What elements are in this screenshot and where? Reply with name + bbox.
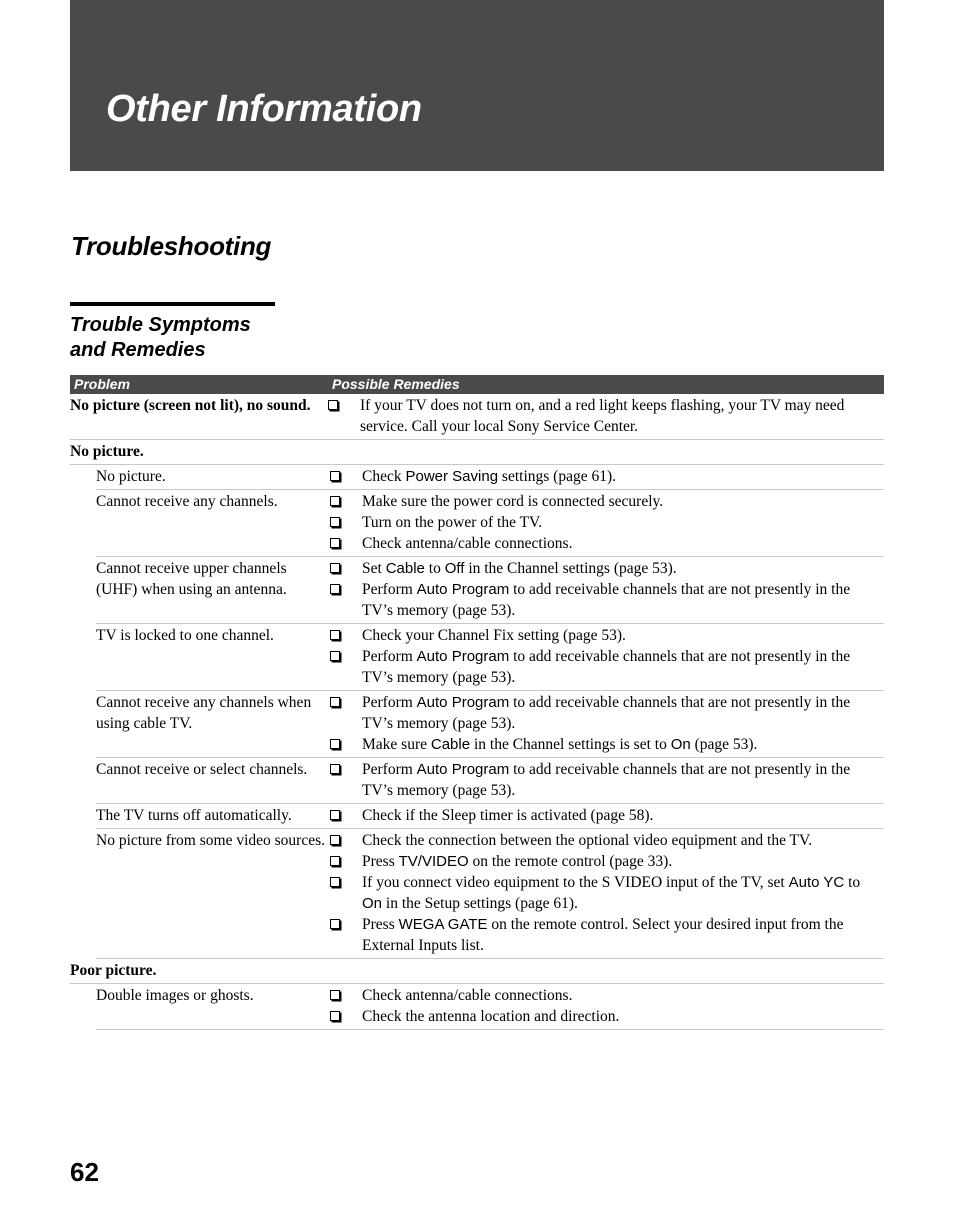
problem-group: No picture (screen not lit), no sound. [70, 397, 311, 414]
remedy-item [330, 692, 884, 734]
checkbox-icon [330, 697, 340, 707]
remedy-text-part: Make sure the power cord is connected securely. [362, 493, 664, 510]
remedy-text-part: settings (page 61). [498, 468, 616, 485]
remedies-cell [330, 830, 884, 956]
remedy-item [330, 805, 884, 826]
checkbox-icon [330, 517, 340, 527]
remedies-cell [330, 759, 884, 801]
remedies-cell [330, 985, 884, 1027]
remedy-text-part: Check [362, 468, 406, 485]
remedy-item [330, 734, 884, 755]
remedy-item [330, 759, 884, 801]
table-body [70, 394, 884, 1030]
table-row [96, 490, 884, 557]
checkbox-icon [330, 563, 340, 573]
remedy-item [330, 466, 884, 487]
remedy-item [330, 625, 884, 646]
subsection-title [70, 313, 251, 363]
checkbox-icon [330, 919, 340, 929]
checkbox-icon [330, 856, 340, 866]
problem-group-row [70, 394, 884, 440]
checkbox-icon [330, 584, 340, 594]
header-remedies: Possible Remedies [332, 376, 460, 392]
table-row [96, 691, 884, 758]
remedy-text-part: Perform [362, 648, 417, 665]
remedy-text [362, 734, 884, 755]
remedies-cell [330, 625, 884, 688]
remedy-text [362, 805, 884, 826]
remedy-text-part: to [424, 560, 445, 577]
remedy-item [330, 491, 884, 512]
problem-group-row [70, 440, 884, 465]
checkbox-icon [330, 877, 340, 887]
troubleshooting-table [70, 375, 884, 1030]
remedy-text-part: Check the antenna location and direction. [362, 1008, 620, 1025]
table-row [96, 804, 884, 829]
remedies-cell [330, 692, 884, 755]
remedy-text-part: Check your Channel Fix setting (page 53). [362, 627, 626, 644]
problem-group: Poor picture. [70, 962, 157, 979]
remedy-text-part: to [844, 874, 861, 891]
remedy-item [330, 579, 884, 621]
checkbox-icon [330, 651, 340, 661]
remedy-item [330, 914, 884, 956]
checkbox-icon [330, 1011, 340, 1021]
setting-name: WEGA GATE [398, 916, 488, 933]
setting-name: Power Saving [405, 468, 499, 485]
remedy-text-part: in the Setup settings (page 61). [382, 895, 578, 912]
page-number: 62 [70, 1157, 99, 1187]
remedy-item [328, 395, 884, 437]
remedy-text [362, 1006, 884, 1027]
remedy-item [330, 533, 884, 554]
remedies-cell [330, 466, 884, 487]
remedy-text [362, 872, 884, 914]
remedy-text-part: If your TV does not turn on, and a red light keeps flashing, your TV may need service. Call your local Sony Service Center. [360, 397, 845, 435]
remedy-text-part: Perform [362, 694, 417, 711]
remedy-text [360, 395, 884, 437]
remedy-text [362, 491, 884, 512]
problem-text: No picture from some video sources. [96, 832, 325, 849]
problem-text: Cannot receive any channels. [96, 493, 278, 510]
remedy-text-part: in the Channel settings is set to [470, 736, 671, 753]
remedy-item [330, 830, 884, 851]
remedies-cell [328, 395, 884, 437]
remedy-item [330, 646, 884, 688]
table-header [70, 375, 884, 394]
remedy-text-part: Check if the Sleep timer is activated (page 58). [362, 807, 654, 824]
setting-name: Auto Program [416, 648, 510, 665]
remedy-text-part: Turn on the power of the TV. [362, 514, 543, 531]
remedy-text-part: on the remote control. Select your desired input from the External Inputs list. [362, 916, 844, 954]
remedy-item [330, 851, 884, 872]
subsection-title-line1: Trouble Symptoms [70, 314, 251, 336]
remedy-text [362, 558, 884, 579]
checkbox-icon [330, 739, 340, 749]
remedy-text-part: to add receivable channels that are not presently in the TV’s memory (page 53). [362, 761, 851, 799]
setting-name: Off [444, 560, 465, 577]
remedy-text-part: to add receivable channels that are not presently in the TV’s memory (page 53). [362, 694, 851, 732]
problem-group: No picture. [70, 443, 144, 460]
checkbox-icon [330, 990, 340, 1000]
checkbox-icon [330, 471, 340, 481]
remedies-cell [330, 558, 884, 621]
remedy-text [362, 985, 884, 1006]
problem-text: No picture. [96, 468, 166, 485]
checkbox-icon [330, 810, 340, 820]
remedy-text [362, 512, 884, 533]
remedy-text-part: (page 53). [690, 736, 758, 753]
remedy-text-part: Press [362, 916, 399, 933]
problem-text: Cannot receive any channels when using cable TV. [96, 694, 312, 732]
table-row [96, 829, 884, 959]
remedy-item [330, 1006, 884, 1027]
subsection-rule [70, 302, 275, 306]
setting-name: TV/VIDEO [398, 853, 469, 870]
problem-text: TV is locked to one channel. [96, 627, 274, 644]
remedy-item [330, 872, 884, 914]
remedy-text-part: Check antenna/cable connections. [362, 535, 573, 552]
remedy-text [362, 646, 884, 688]
setting-name: Cable [430, 736, 471, 753]
remedy-text-part: in the Channel settings (page 53). [464, 560, 677, 577]
setting-name: Auto YC [788, 874, 845, 891]
remedy-text [362, 914, 884, 956]
remedy-text-part: on the remote control (page 33). [468, 853, 673, 870]
remedy-text-part: Check the connection between the optional video equipment and the TV. [362, 832, 813, 849]
remedy-item [330, 512, 884, 533]
remedy-text [362, 533, 884, 554]
header-problem: Problem [74, 376, 131, 392]
remedy-text [362, 692, 884, 734]
setting-name: Cable [385, 560, 425, 577]
remedy-text [362, 759, 884, 801]
remedy-text-part: Perform [362, 761, 417, 778]
remedy-text [362, 625, 884, 646]
remedies-cell [330, 491, 884, 554]
table-row [96, 624, 884, 691]
remedy-text-part: to add receivable channels that are not presently in the TV’s memory (page 53). [362, 581, 851, 619]
remedies-cell [330, 805, 884, 826]
table-row [96, 465, 884, 490]
setting-name: On [362, 895, 383, 912]
remedy-text-part: Make sure [362, 736, 431, 753]
checkbox-icon [330, 538, 340, 548]
remedy-item [330, 558, 884, 579]
setting-name: On [670, 736, 691, 753]
table-row [96, 758, 884, 804]
subsection-title-line2: and Remedies [70, 339, 206, 361]
remedy-text [362, 830, 884, 851]
table-row [96, 557, 884, 624]
remedy-text-part: to add receivable channels that are not presently in the TV’s memory (page 53). [362, 648, 851, 686]
checkbox-icon [330, 835, 340, 845]
checkbox-icon [330, 764, 340, 774]
checkbox-icon [328, 400, 338, 410]
checkbox-icon [330, 630, 340, 640]
problem-text: Double images or ghosts. [96, 987, 254, 1004]
remedy-text-part: Set [362, 560, 386, 577]
problem-group-row [70, 959, 884, 984]
problem-text: Cannot receive upper channels (UHF) when using an antenna. [96, 560, 287, 598]
remedy-text-part: Press [362, 853, 399, 870]
remedy-text-part: If you connect video equipment to the S VIDEO input of the TV, set [362, 874, 789, 891]
setting-name: Auto Program [416, 694, 510, 711]
setting-name: Auto Program [416, 761, 510, 778]
remedies-cell [328, 960, 884, 981]
chapter-banner [70, 0, 884, 171]
section-title: Troubleshooting [71, 231, 272, 261]
remedy-text [362, 579, 884, 621]
problem-text: The TV turns off automatically. [96, 807, 292, 824]
remedy-text [362, 466, 884, 487]
remedy-item [330, 985, 884, 1006]
setting-name: Auto Program [416, 581, 510, 598]
remedy-text-part: Check antenna/cable connections. [362, 987, 573, 1004]
remedies-cell [328, 441, 884, 462]
chapter-title: Other Information [106, 88, 422, 130]
table-row [96, 984, 884, 1030]
remedy-text [362, 851, 884, 872]
problem-text: Cannot receive or select channels. [96, 761, 308, 778]
checkbox-icon [330, 496, 340, 506]
remedy-text-part: Perform [362, 581, 417, 598]
